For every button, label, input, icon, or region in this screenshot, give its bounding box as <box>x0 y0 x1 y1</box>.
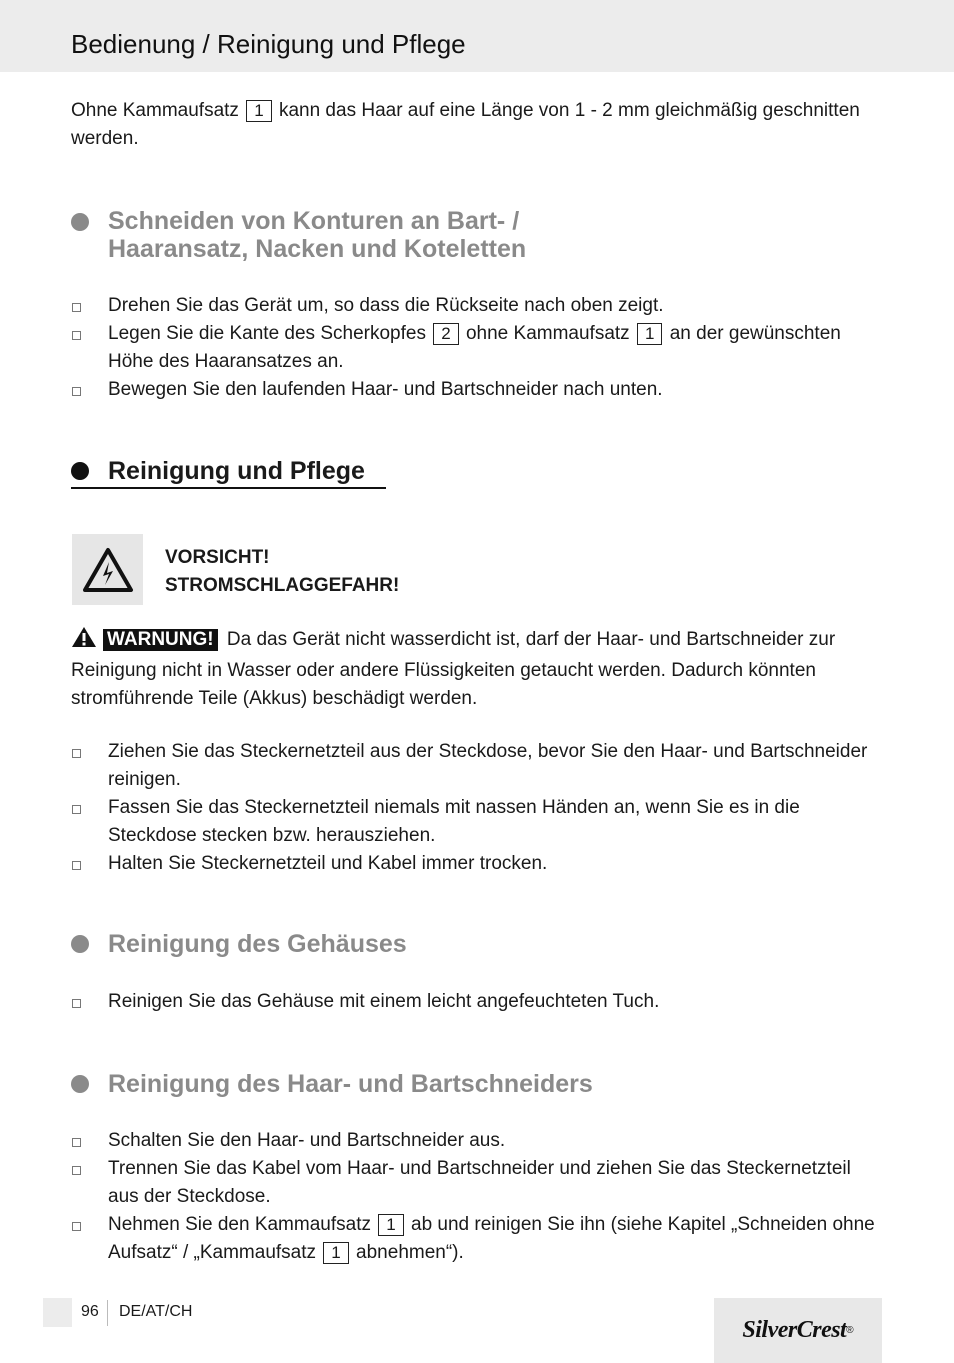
warning-triangle-icon <box>71 626 97 657</box>
checkbox-bullet-icon <box>72 999 81 1008</box>
list-item: Bewegen Sie den laufenden Haar- und Bartschneider nach unten. <box>71 376 886 404</box>
section-heading-cleaning: Reinigung und Pflege <box>108 457 365 485</box>
list-item: Reinigen Sie das Gehäuse mit einem leicht angefeuchteten Tuch. <box>71 988 886 1016</box>
checkbox-bullet-icon <box>72 749 81 758</box>
checkbox-bullet-icon <box>72 331 81 340</box>
footer-divider <box>107 1300 108 1326</box>
section-heading-housing: Reinigung des Gehäuses <box>108 930 407 958</box>
ref-box: 1 <box>378 1214 403 1236</box>
warning-paragraph: WARNUNG! Da das Gerät nicht wasserdicht ist, darf der Haar- und Bartschneider zur Reinigung nicht in Wasser oder andere Flüssigkeiten getaucht werden. Dadurch könnten stromführende Teile (Akkus) beschädigt werden. <box>71 626 886 713</box>
ref-box: 1 <box>637 323 662 345</box>
section-bullet <box>71 213 89 231</box>
contours-list <box>71 292 886 404</box>
warning-badge: WARNUNG! <box>103 629 218 651</box>
ref-box: 1 <box>323 1242 348 1264</box>
checkbox-bullet-icon <box>72 805 81 814</box>
page-title: Bedienung / Reinigung und Pflege <box>71 29 466 59</box>
heading-underline <box>71 487 386 489</box>
section-heading-trimmer: Reinigung des Haar- und Bartschneiders <box>108 1070 593 1098</box>
locale-label: DE/AT/CH <box>119 1303 193 1320</box>
footer-marker <box>43 1298 72 1327</box>
checkbox-bullet-icon <box>72 861 81 870</box>
section-bullet <box>71 935 89 953</box>
housing-list <box>71 988 886 1016</box>
brand-logo <box>714 1298 882 1363</box>
list-item: Nehmen Sie den Kammaufsatz 1 ab und reinigen Sie ihn (siehe Kapitel „Schneiden ohne Aufsatz“ / „Kammaufsatz 1 abnehmen“). <box>71 1211 886 1267</box>
checkbox-bullet-icon <box>72 387 81 396</box>
checkbox-bullet-icon <box>72 1138 81 1147</box>
list-item: Legen Sie die Kante des Scherkopfes 2 ohne Kammaufsatz 1 an der gewünschten Höhe des Haaransatzes an. <box>71 320 886 376</box>
section-bullet <box>71 462 89 480</box>
caution-heading: VORSICHT! STROMSCHLAGGEFAHR! <box>165 547 400 596</box>
section-heading-contours: Schneiden von Konturen an Bart- / Haaransatz, Nacken und Koteletten <box>108 207 527 263</box>
list-item: Halten Sie Steckernetzteil und Kabel immer trocken. <box>71 850 886 878</box>
checkbox-bullet-icon <box>72 1166 81 1175</box>
list-item: Trennen Sie das Kabel vom Haar- und Bartschneider und ziehen Sie das Steckernetzteil aus der Steckdose. <box>71 1155 886 1211</box>
list-item: Schalten Sie den Haar- und Bartschneider aus. <box>71 1127 886 1155</box>
registered-mark: ® <box>846 1325 854 1336</box>
intro-paragraph: Ohne Kammaufsatz 1 kann das Haar auf eine Länge von 1 - 2 mm gleichmäßig geschnitten werden. <box>71 100 860 149</box>
cleaning-list <box>71 738 886 878</box>
ref-box: 1 <box>246 100 271 122</box>
list-item: Ziehen Sie das Steckernetzteil aus der Steckdose, bevor Sie den Haar- und Bartschneider reinigen. <box>71 738 886 794</box>
page-number: 96 <box>81 1303 99 1320</box>
list-item: Drehen Sie das Gerät um, so dass die Rückseite nach oben zeigt. <box>71 292 886 320</box>
section-bullet <box>71 1075 89 1093</box>
checkbox-bullet-icon <box>72 1222 81 1231</box>
list-item: Fassen Sie das Steckernetzteil niemals mit nassen Händen an, wenn Sie es in die Steckdose stecken bzw. herausziehen. <box>71 794 886 850</box>
electric-shock-warning-icon <box>72 534 143 605</box>
trimmer-list <box>71 1127 886 1267</box>
checkbox-bullet-icon <box>72 303 81 312</box>
brand-name: SilverCrest <box>742 1317 847 1343</box>
ref-box: 2 <box>433 323 458 345</box>
